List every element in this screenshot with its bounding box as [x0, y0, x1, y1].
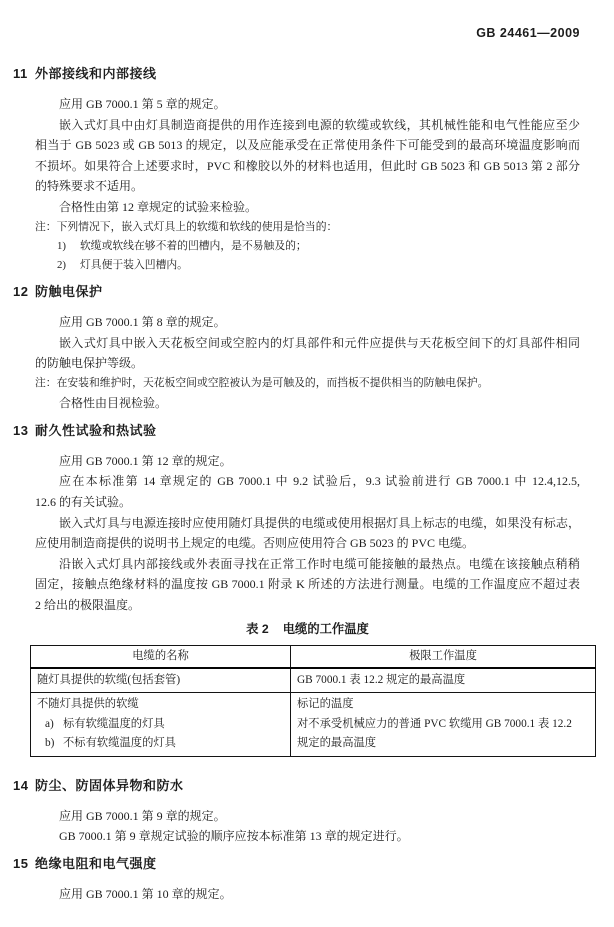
paragraph-line: 沿嵌入式灯具内部接线或外表面寻找在正常工作时电缆可能接触的最热点。电缆在该接触点稍稍 — [59, 556, 580, 571]
section-12-number: 12 — [13, 284, 29, 300]
paragraph-line: 相当于 GB 5023 或 GB 5013 的规定，以及应能承受在正常使用条件下可能受到的最高环境温度影响而 — [35, 138, 580, 153]
table-2-caption — [35, 619, 580, 639]
section-13-title: 耐久性试验和热试验 — [35, 422, 157, 438]
paragraph: 应用 GB 7000.1 第 10 章的规定。 — [59, 886, 232, 901]
cell-row1-temp — [291, 668, 596, 693]
note-item-text: 软缆或软线在够不着的凹槽内，是不易触及的； — [80, 239, 307, 252]
table-2-header-row — [31, 645, 596, 668]
spacer — [35, 757, 580, 769]
note-line: 注：下列情况下，嵌入式灯具上的软缆和软线的使用是恰当的： — [35, 220, 338, 233]
cell-text: 规定的最高温度 — [297, 737, 377, 749]
section-11 — [13, 63, 580, 275]
paragraph: 合格性由第 12 章规定的试验来检验。 — [59, 199, 258, 214]
cell-row1-name — [31, 668, 291, 693]
cell-text: 标记的温度 — [297, 698, 354, 710]
paragraph-line: 嵌入式灯具与电源连接时应使用随灯具提供的电缆或使用根据灯具上标志的电缆，如果没有标志， — [59, 515, 580, 530]
paragraph: 应用 GB 7000.1 第 9 章的规定。 — [59, 808, 226, 823]
doc-number: GB 24461—2009 — [476, 26, 580, 40]
paragraph-line: 应使用制造商提供的说明书上规定的电缆。否则应使用符合 GB 5023 的 PVC 电缆。 — [35, 536, 475, 551]
cell-text: 随灯具提供的软缆(包括套管) — [37, 673, 181, 686]
table-row — [31, 668, 596, 693]
section-12-title: 防触电保护 — [35, 284, 103, 300]
header-cell-cable-name: 电缆的名称 — [31, 645, 291, 668]
section-11-heading — [13, 63, 580, 84]
note-item-marker: 1) — [57, 239, 66, 252]
note-item — [57, 256, 580, 275]
paragraph-line: 嵌入式灯具中由灯具制造商提供的用作连接到电源的软缆或软线，其机械性能和电气性能应至少 — [59, 117, 580, 132]
paragraph: 应用 GB 7000.1 第 8 章的规定。 — [59, 315, 226, 330]
sub-item-text: 标有软缆温度的灯具 — [63, 717, 165, 730]
section-13-number: 13 — [13, 422, 29, 438]
note-line: 注：在安装和维护时，天花板空间或空腔被认为是可触及的，而挡板不提供相当的防触电保护。 — [35, 376, 489, 389]
section-15-title: 绝缘电阻和电气强度 — [35, 855, 157, 871]
section-11-title: 外部接线和内部接线 — [35, 66, 157, 81]
paragraph-line: 12.6 的有关试验。 — [35, 494, 132, 509]
note-item-marker: 2) — [57, 258, 66, 271]
section-15-heading — [13, 853, 580, 874]
section-15 — [13, 853, 580, 905]
note-item — [57, 237, 580, 256]
section-12 — [13, 281, 580, 414]
table-2-caption-title: 电缆的工作温度 — [282, 621, 369, 636]
table-2 — [30, 645, 596, 757]
section-11-number: 11 — [13, 66, 28, 81]
section-14-heading — [13, 775, 580, 796]
sub-item-marker: a) — [45, 717, 54, 730]
cell-row2-temp — [291, 693, 596, 757]
table-2-caption-label: 表 2 — [246, 621, 269, 636]
paragraph: 应用 GB 7000.1 第 5 章的规定。 — [59, 97, 226, 111]
section-14 — [13, 775, 580, 847]
cell-text: 不随灯具提供的软缆 — [37, 698, 139, 710]
sub-item-marker: b) — [45, 737, 55, 749]
cell-text: 对不承受机械应力的普通 PVC 软缆用 GB 7000.1 表 12.2 — [297, 717, 572, 730]
paragraph-line: 固定，接触点绝缘材料的温度按 GB 7000.1 附录 K 所述的方法进行测量。电缆的工作温度应不超过表 — [35, 577, 580, 592]
paragraph-line: 2 给出的极限温度。 — [35, 597, 141, 612]
sub-item-text: 不标有软缆温度的灯具 — [63, 737, 176, 749]
note-item-text: 灯具便于装入凹槽内。 — [80, 258, 188, 271]
header-cell-limit-temp: 极限工作温度 — [291, 645, 596, 668]
paragraph-line: 应在本标准第 14 章规定的 GB 7000.1 中 9.2 试验后，9.3 试验前进行 GB 7000.1 中 12.4,12.5, — [59, 474, 580, 489]
paragraph: 合格性由目视检验。 — [59, 396, 168, 411]
section-12-heading — [13, 281, 580, 302]
section-14-number: 14 — [13, 777, 29, 793]
paragraph-line: 的特殊要求不适用。 — [35, 179, 144, 194]
cell-sub-item — [45, 715, 284, 735]
cell-sub-item — [45, 734, 284, 754]
section-14-title: 防尘、防固体异物和防水 — [35, 777, 184, 793]
paragraph: 应用 GB 7000.1 第 12 章的规定。 — [59, 453, 232, 468]
section-13-heading — [13, 420, 580, 441]
section-13 — [13, 420, 580, 769]
paragraph: GB 7000.1 第 9 章规定试验的顺序应按本标准第 13 章的规定进行。 — [59, 829, 409, 844]
paragraph-line: 的防触电保护等级。 — [35, 356, 144, 371]
paragraph-line: 嵌入式灯具中嵌入天花板空间或空腔内的灯具部件和元件应提供与天花板空间下的灯具部件相同 — [59, 335, 580, 350]
section-15-number: 15 — [13, 855, 29, 871]
paragraph-line: 不损坏。如果符合上述要求时，PVC 和橡胶以外的材料也适用，但此时 GB 5023 和 GB 5013 第 2 部分 — [35, 158, 580, 173]
table-row — [31, 693, 596, 757]
cell-row2-name — [31, 693, 291, 757]
cell-text: GB 7000.1 表 12.2 规定的最高温度 — [297, 673, 466, 686]
